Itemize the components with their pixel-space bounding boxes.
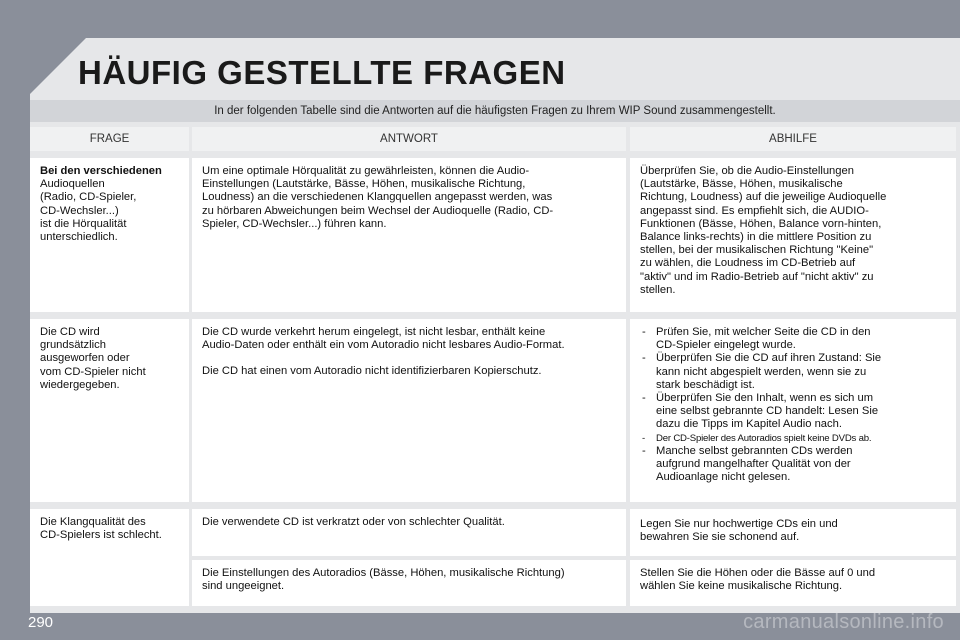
row2-remedy-list [640,326,948,484]
list-item-line: - Überprüfen Sie die CD auf ihren Zustand: Sie [656,352,882,365]
row1-question-line: (Radio, CD-Spieler, [40,191,137,204]
row1-answer-line: Spieler, CD-Wechsler...) führen kann. [202,217,387,230]
header-frage: FRAGE [30,127,189,151]
row2-answer-para1 [202,326,618,352]
header-abhilfe: ABHILFE [630,127,956,151]
row3-answer-b-line: Die Einstellungen des Autoradios (Bässe, Höhen, musikalische Richtung) [202,567,565,579]
row3-question-line: Die Klangqualität des [40,516,146,528]
list-item-line: - Der CD-Spieler des Autoradios spielt keine DVDs ab. [656,432,872,444]
list-item [640,326,948,352]
row1-answer-line: Einstellungen (Lautstärke, Bässe, Höhen, musikalische Richtung, [202,178,526,191]
row1-question [30,158,189,312]
row1-answer [192,158,626,312]
row3-remedy-a [630,509,956,556]
row3-remedy-b [630,560,956,606]
row2-question-line: vom CD-Spieler nicht [40,365,146,378]
list-item [640,432,948,445]
list-item-line: CD-Spieler eingelegt wurde. [656,339,796,352]
row3-remedy-b-line: Stellen Sie die Höhen oder die Bässe auf 0 und [640,567,876,579]
intro-text: In der folgenden Tabelle sind die Antworten auf die häufigsten Fragen zu Ihrem WIP Sound zusammengestellt. [30,100,960,122]
row1-question-bold: Bei den verschiedenen [40,165,162,177]
row3-answer-b [192,560,626,606]
row2-question-line: grundsätzlich [40,339,106,352]
row1-answer-line: zu hörbaren Abweichungen beim Wechsel der Audioquelle (Radio, CD- [202,204,554,217]
row1-answer-line: Um eine optimale Hörqualität zu gewährleisten, können die Audio- [202,165,530,177]
list-item-line: eine selbst gebrannte CD handelt: Lesen Sie [656,405,879,418]
row1-question-line: Audioquellen [40,178,105,191]
row1-remedy-line: Richtung, Loudness) auf die jeweilige Audioquelle [640,191,887,204]
list-item-line: - Prüfen Sie, mit welcher Seite die CD in den [656,326,871,338]
row1-question-line: CD-Wechsler...) [40,204,119,217]
row1-remedy-line: "aktiv" und im Radio-Betrieb auf "nicht aktiv" zu [640,270,874,283]
list-item-line: - Überprüfen Sie den Inhalt, wenn es sich um [656,392,874,405]
row2-question-line: Die CD wird [40,326,100,338]
row1-question-line: ist die Hörqualität [40,217,127,230]
row2-question-line: wiedergegeben. [40,378,120,391]
list-item-line: dazu die Tipps im Kapitel Audio nach. [656,418,842,431]
row3-question-line: CD-Spielers ist schlecht. [40,529,162,542]
row2-question-line: ausgeworfen oder [40,352,130,365]
list-item-line: - Manche selbst gebrannten CDs werden [656,444,853,457]
list-item [640,445,948,485]
row1-remedy-line: (Lautstärke, Bässe, Höhen, musikalische [640,178,843,191]
row3-answer-b-line: sind ungeeignet. [202,580,285,593]
list-item [640,352,948,392]
row1-remedy-line: Überprüfen Sie, ob die Audio-Einstellungen [640,165,854,177]
row3-answer-a-text: Die verwendete CD ist verkratzt oder von schlechter Qualität. [202,516,505,528]
row1-remedy-line: zu wählen, die Loudness im CD-Betrieb auf [640,257,856,270]
list-item [640,392,948,432]
row3-question [30,509,189,606]
row1-remedy-line: stellen. [640,283,676,296]
row1-question-line: unterschiedlich. [40,231,118,244]
row1-remedy-line: Funktionen (Bässe, Höhen, Balance vorn-hinten, [640,217,882,230]
row3-remedy-a-line: bewahren Sie sie schonend auf. [640,531,800,544]
row3-answer-a [192,509,626,556]
header-antwort: ANTWORT [192,127,626,151]
watermark: carmanualsonline.info [743,611,944,633]
page-number: 290 [28,614,54,631]
row1-remedy-line: stellen, bei der musikalischen Richtung "Keine" [640,244,874,257]
row2-answer [192,319,626,502]
row2-remedy [630,319,956,502]
row2-answer-line: Audio-Daten oder enthält ein vom Autoradio nicht lesbares Audio-Format. [202,339,565,352]
row1-remedy-line: angepasst sind. Es empfiehlt sich, die AUDIO- [640,204,869,217]
page-title: HÄUFIG GESTELLTE FRAGEN [78,54,566,91]
row1-answer-line: Loudness) an die verschiedenen Klangquellen angepasst werden, was [202,191,553,204]
list-item-line: Audioanlage nicht gelesen. [656,471,791,484]
row1-remedy [630,158,956,312]
list-item-line: kann nicht abgespielt werden, wenn sie zu [656,365,867,378]
row2-answer-para2: Die CD hat einen vom Autoradio nicht identifizierbaren Kopierschutz. [202,365,542,378]
row3-remedy-a-line: Legen Sie nur hochwertige CDs ein und [640,518,838,530]
row2-question [30,319,189,502]
row1-remedy-line: Balance links-rechts) in die mittlere Position zu [640,231,872,244]
list-item-line: aufgrund mangelhafter Qualität von der [656,458,851,471]
row3-remedy-b-line: wählen Sie keine musikalische Richtung. [640,580,843,593]
list-item-line: stark beschädigt ist. [656,378,755,391]
row2-answer-line: Die CD wurde verkehrt herum eingelegt, ist nicht lesbar, enthält keine [202,326,546,338]
